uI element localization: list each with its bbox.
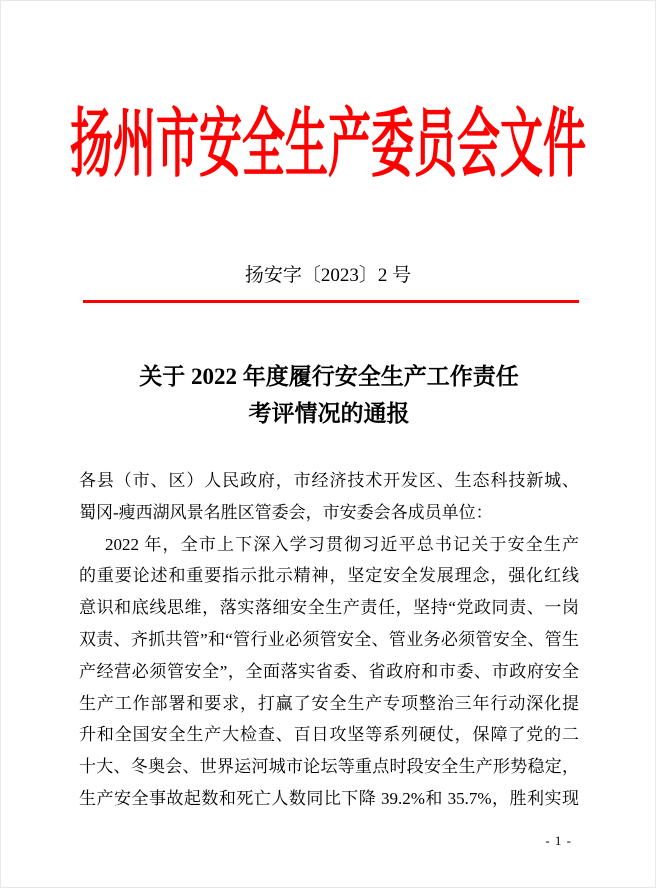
- document-body: [79, 465, 579, 815]
- body-line-paragraph: 双责、齐抓共管”和“管行业必须管安全、管业务必须管安全、管生: [79, 629, 579, 649]
- document-number: 扬安字〔2023〕2 号: [244, 265, 412, 286]
- letterhead-separator-rule: [83, 300, 579, 303]
- document-title: [79, 358, 579, 432]
- body-line-salutation-2: 蜀冈-瘦西湖风景名胜区管委会，市安委会各成员单位：: [79, 502, 493, 522]
- body-line-paragraph: 产经营必须管安全”，全面落实省委、省政府和市委、市政府安全: [79, 661, 579, 681]
- body-line-paragraph: 升和全国安全生产大检查、百日攻坚等系列硬仗，保障了党的二: [79, 725, 579, 745]
- body-line-paragraph: 2022 年，全市上下深入学习贯彻习近平总书记关于安全生产: [105, 534, 579, 554]
- page-number: - 1 -: [545, 833, 572, 848]
- document-title-line-1: 关于 2022 年度履行安全生产工作责任: [139, 364, 519, 389]
- body-line-paragraph: 意识和底线思维，落实落细安全生产责任，坚持“党政同责、一岗: [79, 598, 579, 618]
- document-title-line-2: 考评情况的通报: [248, 401, 410, 426]
- letterhead-title: 扬州市安全生产委员会文件: [70, 104, 586, 187]
- body-line-salutation-1: 各县（市、区）人民政府，市经济技术开发区、生态科技新城、: [79, 471, 579, 490]
- body-line-paragraph: 十大、冬奥会、世界运河城市论坛等重点时段安全生产形势稳定，: [79, 757, 579, 777]
- body-line-paragraph: 生产安全事故起数和死亡人数同比下降 39.2%和 35.7%，胜利实现: [79, 788, 579, 808]
- body-line-paragraph: 生产工作部署和要求，打赢了安全生产专项整治三年行动深化提: [79, 693, 579, 713]
- body-line-paragraph: 的重要论述和重要指示批示精神，坚定安全发展理念，强化红线: [79, 566, 579, 586]
